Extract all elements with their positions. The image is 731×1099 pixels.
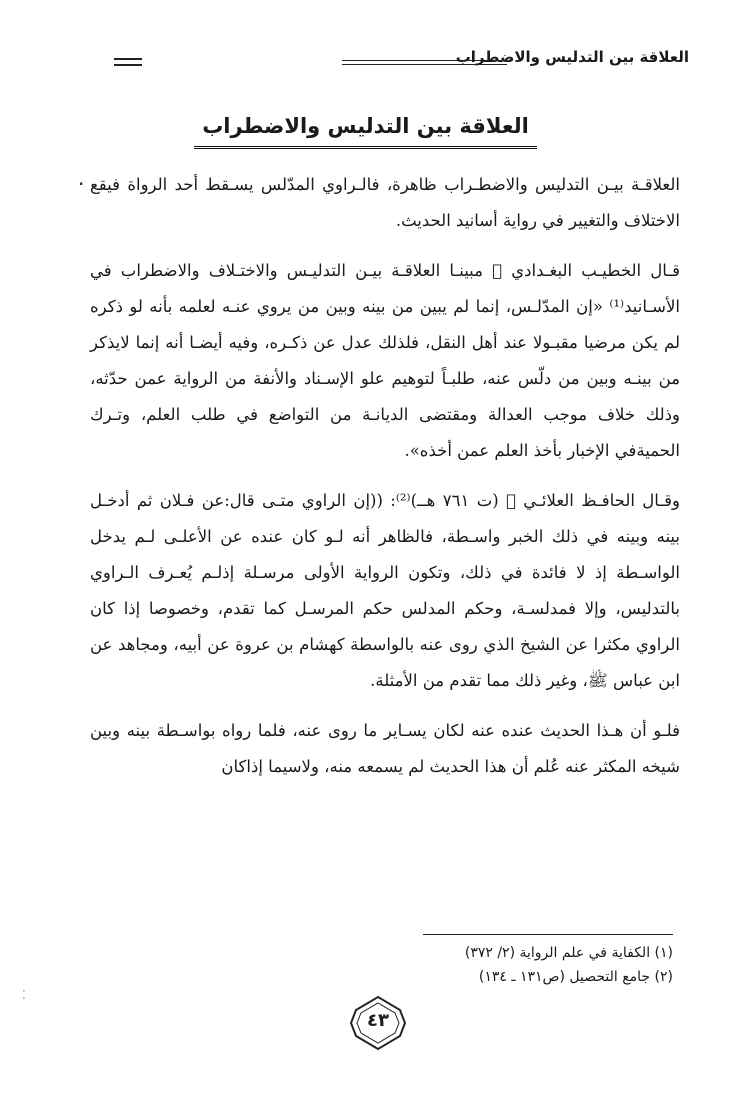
footnote-1: (١) الكفاية في علم الرواية (٢/ ٣٧٢)	[464, 945, 673, 961]
paragraph-1: العلاقـة بيـن التدليس والاضطـراب ظاهرة، فالـراوي المدّلس يسـقط أحد الرواة فيقع الاختلاف والتغيير في رواية أسانيد الحديث.	[90, 175, 680, 230]
header-dash-ornament	[114, 64, 142, 66]
margin-mark: .	[78, 166, 85, 190]
footnotes	[413, 934, 673, 989]
header-rule	[342, 60, 507, 61]
section-heading: العلاقة بين التدليس والاضطراب	[194, 110, 537, 149]
running-header	[104, 44, 689, 74]
running-header-title: العلاقة بين التدليس والاضطراب	[455, 48, 689, 66]
scan-speck: ⁚	[22, 988, 26, 1002]
header-dash-ornament	[114, 58, 142, 60]
paragraph-4: فلـو أن هـذا الحديث عنده عنه لكان يسـاير ما روى عنه، فلما رواه بواسـطة بينه وبين شيخه المكثر عنه عُلم أن هذا الحديث لم يسمعه منه، ولاسيما إذاكان	[90, 721, 680, 776]
paragraph-2: قـال الخطيـب البغـدادي ﷫ مبينـا العلاقـة بيـن التدليـس والاختـلاف والاضطراب في الأسـانيد⁽¹⁾ «إن المدّلـس، إنما لم يبين من بينه وبين من يروي عنـه لعلمه بأنه لو ذكره لم يكن مرضيا مقبـولا عند أهل النقل، فلذلك عدل عن ذكـره، وفيه أيضـا أنه إنما لايذكر من بينـه وبين من دلّس عنه، طلبـاً لتوهيم علو الإسـناد والأنفة من الرواية عمن حدّثه، وذلك خلاف موجب العدالة ومقتضى الديانـة من التواضع في طلب العلم، وتـرك الحميةفي الإخبار بأخذ العلم عمن أخذه».	[90, 261, 680, 460]
header-rule-double	[342, 64, 507, 65]
page-number-ornament	[348, 994, 408, 1052]
section-heading-wrap	[0, 110, 731, 149]
paragraph-3: وقـال الحافـظ العلائـي ﷫ (ت ٧٦١ هــ)⁽²⁾: ((إن الراوي متـى قال:عن فـلان ثم أدخـل بينه وبينه في ذلك الخبر واسـطة، فالظاهر أنه لـو كان عنده عن الأعلـى لـم يدخل الواسـطة إذ لا فائدة في ذلك، وتكون الرواية الأولى مرسـلة إذلـم يُعـرف الـراوي بالتدليس، وإلا فمدلسـة، وحكم المدلس حكم المرسـل كما تقدم، وخصوصا إذا كان الراوي مكثرا عن الشيخ الذي روى عنه بالواسطة كهشام بن عروة عن أبيه، ومجاهد عن ابن عباس ﷺ، وغير ذلك مما تقدم من الأمثلة.	[90, 491, 680, 690]
footnote-2: (٢) جامع التحصيل (ص١٣١ ـ ١٣٤)	[478, 969, 673, 985]
body-text	[90, 167, 680, 799]
page-number: ٤٣	[367, 1010, 389, 1031]
footnote-separator	[423, 934, 673, 935]
